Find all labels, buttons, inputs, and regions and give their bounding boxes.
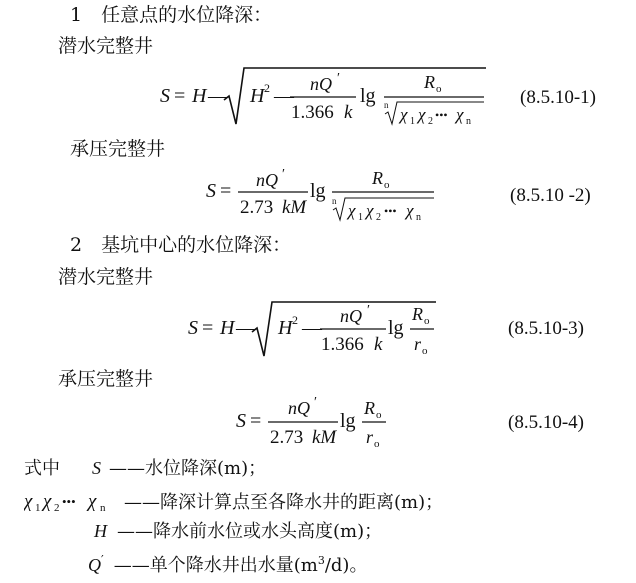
formula-1-dots: ••• (435, 108, 448, 122)
formula-1-nQ: nQ (310, 74, 332, 94)
formula-3-nQ-prime: ′ (367, 303, 371, 318)
legend-row-H (94, 522, 382, 541)
formula-2-nQ-prime: ′ (282, 167, 286, 182)
formula-3-nQ: nQ (340, 306, 362, 326)
legend-chin-sub: n (100, 502, 106, 514)
formula-8-5-10-4 (232, 392, 392, 454)
equation-number-3: (8.5.10-3) (508, 318, 584, 339)
formula-4-273: 2.73 (270, 427, 304, 448)
legend-desc-Q-tail: /d)。 (324, 555, 368, 576)
formula-4-r: r (366, 427, 374, 447)
formula-4-r-sub: o (374, 438, 380, 450)
formula-2-chi1: χ (348, 201, 356, 220)
legend-symbol-H: H (94, 521, 107, 541)
formula-2-lg: lg (310, 180, 326, 202)
formula-3-H: H (220, 317, 235, 339)
formula-3-minus-2: — (302, 317, 322, 339)
legend-row-chi (24, 490, 443, 514)
legend-desc-Q: ——单个降水井出水量(m (113, 555, 318, 576)
formula-4-R: R (364, 398, 375, 418)
formula-1-chi1: χ (400, 105, 408, 124)
equation-number-1: (8.5.10-1) (520, 87, 596, 108)
legend-dots: ••• (62, 494, 76, 509)
formula-2-dots: ••• (384, 204, 397, 218)
well-type-confined-2: 承压完整井 (58, 368, 154, 390)
formula-1-nQ-prime: ′ (337, 71, 341, 86)
formula-4-lg: lg (340, 410, 356, 432)
section-1-heading: 1 任意点的水位降深： (70, 4, 273, 26)
formula-1-equals: = (174, 85, 186, 107)
formula-4-kM: kM (312, 427, 337, 448)
formula-8-5-10-2 (200, 164, 440, 226)
well-type-phreatic-2: 潜水完整井 (58, 266, 154, 288)
formula-3-r-sub: o (422, 345, 428, 357)
formula-4-lhs: S (236, 410, 246, 432)
formula-3-lhs: S (188, 317, 198, 339)
formula-2-equals: = (220, 180, 232, 202)
formula-1-lg: lg (360, 85, 376, 107)
legend-row-Q (88, 554, 367, 575)
formula-3-lg: lg (388, 317, 404, 339)
legend-desc-chi: ——降深计算点至各降水井的距离(m)； (124, 492, 444, 513)
formula-1-1366: 1.366 (291, 102, 334, 123)
formula-3-1366: 1.366 (321, 334, 364, 355)
legend-symbol-Q-prime: ′ (101, 553, 104, 567)
formula-2-nQ: nQ (256, 170, 278, 190)
formula-1-chi2: χ (418, 105, 426, 124)
formula-1-lhs: S (160, 85, 170, 107)
formula-1-chin: χ (456, 105, 464, 124)
formula-1-chi2-sub: 2 (428, 116, 433, 127)
formula-2-root-index: n (332, 196, 337, 206)
legend-desc-Q-sup: 3 (317, 554, 325, 567)
formula-4-equals: = (250, 410, 262, 432)
formula-2-chi2-sub: 2 (376, 212, 381, 223)
section-2-heading: 2 基坑中心的水位降深： (70, 234, 292, 256)
formula-2-lhs: S (206, 180, 216, 202)
legend-symbol-Q: Q (88, 555, 101, 575)
equation-number-2: (8.5.10 -2) (510, 185, 591, 206)
formula-4-nQ: nQ (288, 398, 310, 418)
formula-1-chi1-sub: 1 (410, 116, 415, 127)
legend-chi2: χ (43, 491, 52, 512)
equation-number-4: (8.5.10-4) (508, 412, 584, 433)
formula-4-R-sub: o (376, 409, 382, 421)
formula-1-R-sub: o (436, 83, 442, 95)
legend-chi1: χ (24, 491, 33, 512)
formula-3-minus: — (236, 317, 256, 339)
formula-4-nQ-prime: ′ (314, 395, 318, 410)
formula-1-root-index: n (384, 100, 389, 110)
formula-2-R-sub: o (384, 179, 390, 191)
formula-1-k: k (344, 102, 353, 123)
formula-2-chi2: χ (366, 201, 374, 220)
legend-chi2-sub: 2 (54, 502, 60, 514)
formula-1-minus-2: — (274, 85, 294, 107)
legend-symbol-S: S (92, 458, 101, 478)
legend-symbol-chi-series (24, 490, 116, 514)
legend-desc-H: ——降水前水位或水头高度(m)； (117, 521, 383, 542)
well-type-confined-1: 承压完整井 (70, 138, 166, 160)
legend-chin: χ (88, 491, 97, 512)
formula-3-H2-sup: 2 (292, 313, 298, 327)
formula-8-5-10-1 (150, 62, 490, 130)
formula-2-R: R (372, 168, 383, 188)
legend-row-S (24, 459, 266, 478)
formula-3-H2: H (278, 317, 293, 339)
formula-3-equals: = (202, 317, 214, 339)
formula-1-H: H (192, 85, 207, 107)
formula-2-chi1-sub: 1 (358, 212, 363, 223)
formula-3-r: r (414, 334, 422, 354)
formula-1-minus: — (208, 85, 228, 107)
formula-2-kM: kM (282, 197, 307, 218)
formula-2-chin-sub: n (416, 212, 421, 223)
formula-1-chin-sub: n (466, 116, 471, 127)
formula-2-273: 2.73 (240, 197, 274, 218)
formula-3-R-sub: o (424, 315, 430, 327)
formula-1-H2-sup: 2 (264, 81, 270, 95)
legend-desc-S: ——水位降深(m)； (109, 458, 267, 479)
formula-1-R: R (424, 72, 435, 92)
legend-chi1-sub: 1 (35, 502, 41, 514)
formula-8-5-10-3 (180, 296, 440, 362)
legend-intro: 式中 (24, 458, 60, 479)
formula-1-H2: H (250, 85, 265, 107)
well-type-phreatic-1: 潜水完整井 (58, 35, 154, 57)
formula-2-chin: χ (406, 201, 414, 220)
formula-3-k: k (374, 334, 383, 355)
formula-3-R: R (412, 304, 423, 324)
